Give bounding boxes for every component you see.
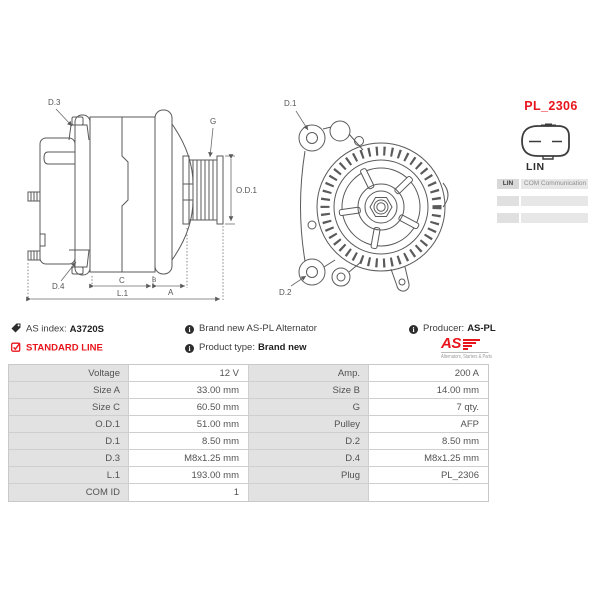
pin-name-cell: LIN — [497, 179, 519, 189]
spec-label-cell: D.2 — [249, 433, 369, 450]
pin-desc-cell — [521, 196, 588, 206]
spec-value-cell: 33.00 mm — [129, 382, 249, 399]
dim-label-g: G — [210, 117, 217, 126]
spec-value-cell: 193.00 mm — [129, 467, 249, 484]
spec-label-cell: O.D.1 — [9, 416, 129, 433]
spec-label-cell: COM ID — [9, 484, 129, 501]
product-type-label: Product type: — [199, 342, 255, 353]
spec-value-cell: 8.50 mm — [129, 433, 249, 450]
producer-value: AS-PL — [467, 323, 496, 334]
spec-value-cell: M8x1.25 mm — [369, 450, 488, 467]
spec-value-cell: 8.50 mm — [369, 433, 488, 450]
spec-label-cell: Plug — [249, 467, 369, 484]
dim-label-d1: D.1 — [284, 99, 297, 108]
pin-name-cell — [497, 213, 519, 223]
spec-value-cell: 200 A — [369, 365, 488, 382]
standard-line-label: STANDARD LINE — [26, 342, 103, 354]
plug-code: PL_2306 — [524, 99, 578, 113]
spec-label-cell: G — [249, 399, 369, 416]
spec-value-cell: 14.00 mm — [369, 382, 488, 399]
spec-label-cell: D.4 — [249, 450, 369, 467]
alternator-side-view-drawing — [25, 88, 265, 313]
tag-icon — [11, 323, 21, 336]
spec-label-cell: D.3 — [9, 450, 129, 467]
spec-value-cell — [369, 484, 488, 501]
spec-value-cell: PL_2306 — [369, 467, 488, 484]
spec-value-cell: 60.50 mm — [129, 399, 249, 416]
dim-label-l1: L.1 — [117, 289, 129, 298]
spec-label-cell: Size A — [9, 382, 129, 399]
as-pl-logo-stripes — [463, 339, 480, 350]
pinout-row — [497, 179, 588, 189]
dim-label-c: C — [119, 276, 125, 285]
as-index-item — [11, 323, 104, 335]
pinout-row — [497, 196, 588, 206]
spec-value-cell: 51.00 mm — [129, 416, 249, 433]
as-pl-logo — [441, 335, 499, 360]
spec-value-cell: M8x1.25 mm — [129, 450, 249, 467]
as-pl-logo-text: AS — [441, 334, 461, 352]
dim-label-a: A — [168, 288, 174, 297]
spec-label-cell: Pulley — [249, 416, 369, 433]
pin-desc-cell: COM Communication — [521, 179, 588, 189]
dim-label-od1: O.D.1 — [236, 186, 257, 195]
connector-name-label: LIN — [526, 161, 545, 173]
dim-label-d4: D.4 — [52, 282, 65, 291]
product-type-item — [185, 342, 307, 354]
spec-value-cell: 12 V — [129, 365, 249, 382]
pin-desc-cell — [521, 213, 588, 223]
info-icon: i — [185, 344, 194, 353]
pin-name-cell — [497, 196, 519, 206]
as-index-label: AS index: — [26, 323, 67, 335]
pinout-row — [497, 213, 588, 223]
brand-new-item — [185, 323, 317, 335]
info-icon: i — [409, 325, 418, 334]
pinout-table — [497, 179, 588, 230]
spec-value-cell: AFP — [369, 416, 488, 433]
standard-line-item — [11, 342, 103, 354]
spec-label-cell: Amp. — [249, 365, 369, 382]
connector-drawing — [516, 123, 576, 161]
spec-label-cell: L.1 — [9, 467, 129, 484]
spec-table — [8, 364, 489, 502]
alternator-front-view-drawing — [275, 92, 480, 304]
spec-value-cell: 7 qty. — [369, 399, 488, 416]
as-pl-logo-subtitle: Alternators, Starters & Parts — [441, 354, 493, 360]
brand-new-text: Brand new AS-PL Alternator — [199, 323, 317, 334]
spec-label-cell: Voltage — [9, 365, 129, 382]
dim-label-d2: D.2 — [279, 288, 292, 297]
spec-label-cell: D.1 — [9, 433, 129, 450]
dim-label-d3: D.3 — [48, 98, 61, 107]
spec-value-cell: 1 — [129, 484, 249, 501]
spec-label-cell: Size C — [9, 399, 129, 416]
product-type-value: Brand new — [257, 342, 307, 353]
checkbox-check-icon — [11, 342, 21, 355]
spec-label-cell — [249, 484, 369, 501]
producer-label: Producer: — [423, 323, 465, 334]
dim-label-b: B — [152, 277, 157, 284]
spec-label-cell: Size B — [249, 382, 369, 399]
as-index-value: A3720S — [69, 323, 105, 335]
connector-tab — [541, 124, 556, 127]
producer-item — [409, 323, 496, 335]
info-icon: i — [185, 325, 194, 334]
